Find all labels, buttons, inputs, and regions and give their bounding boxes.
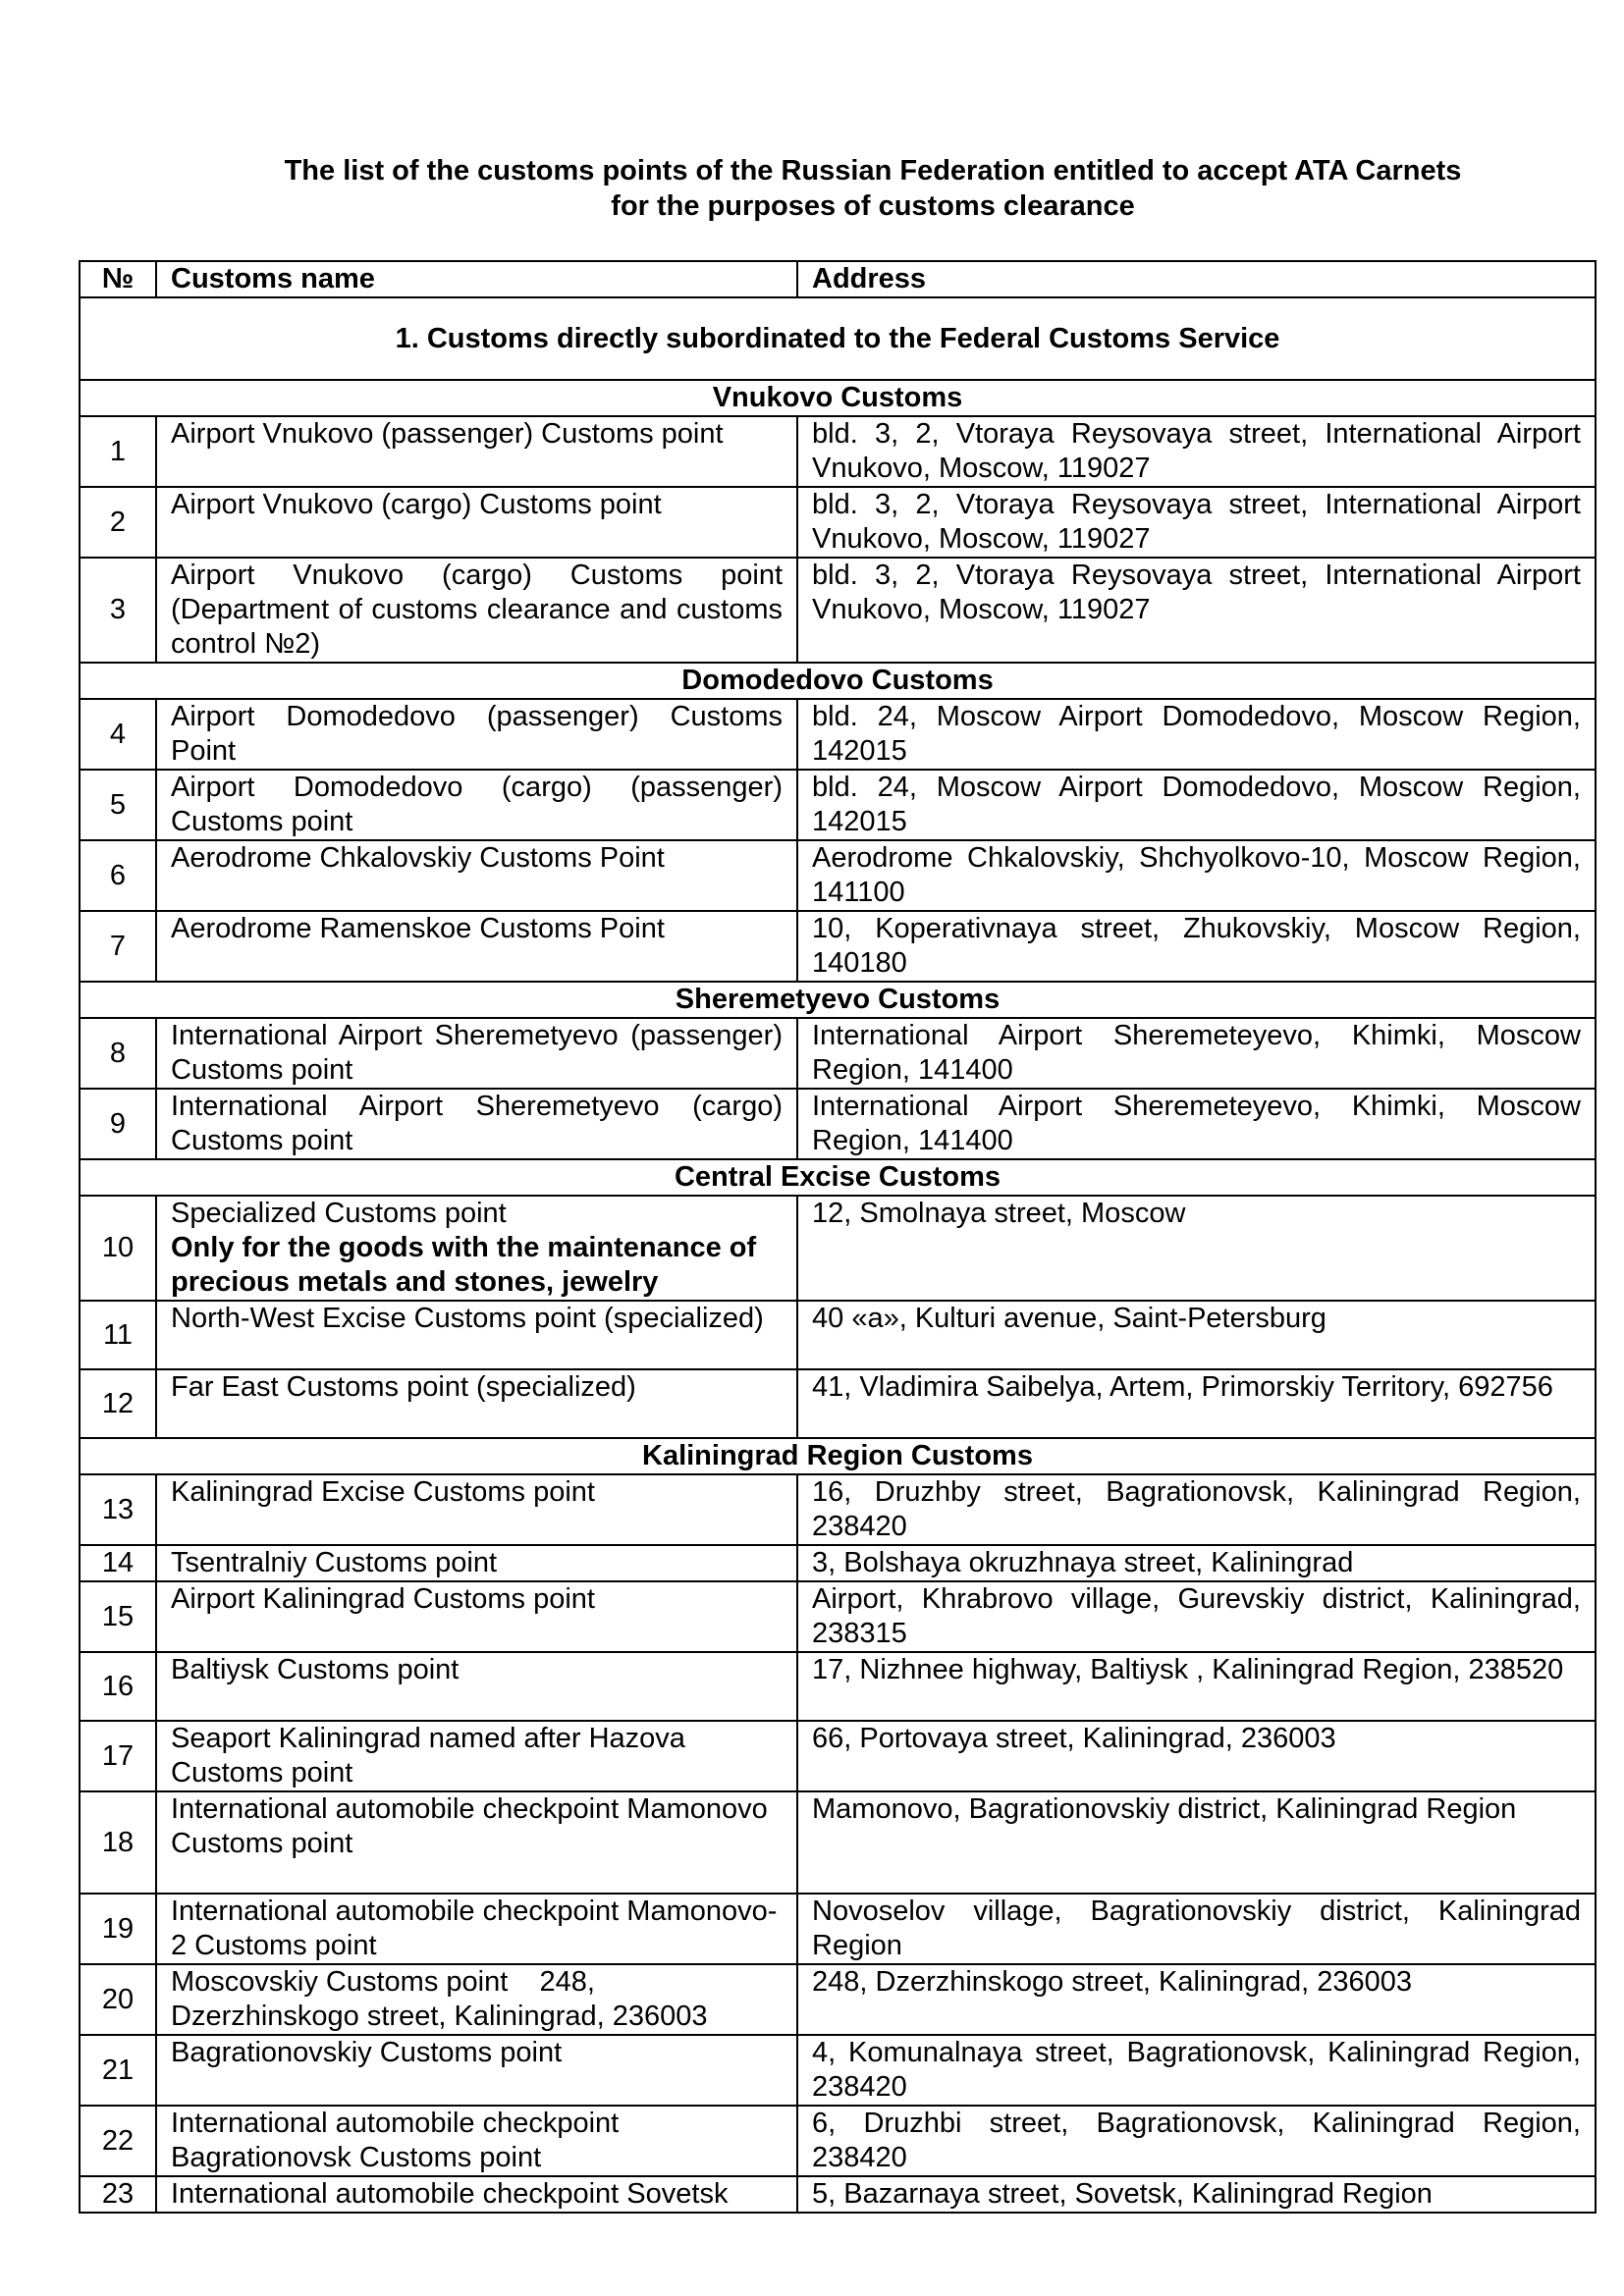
group-row	[80, 1159, 1596, 1196]
row-customs-name: Airport Domodedovo (cargo) (passenger) Customs point	[156, 770, 797, 840]
row-address: 41, Vladimira Saibelya, Artem, Primorskiy Territory, 692756	[797, 1369, 1596, 1438]
table-row	[80, 1964, 1596, 2035]
row-customs-name: Tsentralniy Customs point	[156, 1545, 797, 1581]
row-customs-name: Seaport Kaliningrad named after Hazova Customs point	[156, 1721, 797, 1791]
row-number: 1	[80, 416, 156, 487]
row-address: 6, Druzhbi street, Bagrationovsk, Kaliningrad Region, 238420	[797, 2106, 1596, 2176]
row-address: 17, Nizhnee highway, Baltiysk , Kaliningrad Region, 238520	[797, 1652, 1596, 1721]
row-number: 16	[80, 1652, 156, 1721]
row-number: 22	[80, 2106, 156, 2176]
group-row	[80, 380, 1596, 416]
row-customs-name: Aerodrome Ramenskoe Customs Point	[156, 911, 797, 982]
row-customs-name: Baltiysk Customs point	[156, 1652, 797, 1721]
row-customs-name: Airport Vnukovo (cargo) Customs point	[156, 487, 797, 558]
row-customs-name: International automobile checkpoint Mamonovo-2 Customs point	[156, 1894, 797, 1964]
section-title: 1. Customs directly subordinated to the Federal Customs Service	[80, 297, 1596, 380]
row-customs-name: Airport Vnukovo (passenger) Customs point	[156, 416, 797, 487]
row-number: 3	[80, 558, 156, 663]
row-address: 12, Smolnaya street, Moscow	[797, 1196, 1596, 1301]
row-number: 8	[80, 1018, 156, 1089]
row-address: Mamonovo, Bagrationovskiy district, Kaliningrad Region	[797, 1791, 1596, 1894]
row-customs-name: Moscovskiy Customs point 248, Dzerzhinskogo street, Kaliningrad, 236003	[156, 1964, 797, 2035]
row-number: 23	[80, 2176, 156, 2213]
group-title: Sheremetyevo Customs	[80, 982, 1596, 1018]
row-customs-name: Airport Vnukovo (cargo) Customs point (Department of customs clearance and customs control №2)	[156, 558, 797, 663]
row-address: 248, Dzerzhinskogo street, Kaliningrad, 236003	[797, 1964, 1596, 2035]
row-address: 66, Portovaya street, Kaliningrad, 236003	[797, 1721, 1596, 1791]
table-row	[80, 1089, 1596, 1159]
row-number: 7	[80, 911, 156, 982]
row-address: bld. 3, 2, Vtoraya Reysovaya street, International Airport Vnukovo, Moscow, 119027	[797, 487, 1596, 558]
table-row	[80, 416, 1596, 487]
table-row	[80, 2176, 1596, 2213]
header-row	[80, 261, 1596, 297]
table-row	[80, 1721, 1596, 1791]
row-address: 16, Druzhby street, Bagrationovsk, Kaliningrad Region, 238420	[797, 1474, 1596, 1545]
group-title: Vnukovo Customs	[80, 380, 1596, 416]
header-number: №	[80, 261, 156, 297]
row-customs-note: Only for the goods with the maintenance of precious metals and stones, jewelry	[171, 1232, 757, 1298]
row-address: 3, Bolshaya okruzhnaya street, Kaliningrad	[797, 1545, 1596, 1581]
table-row	[80, 1474, 1596, 1545]
table-row	[80, 840, 1596, 911]
table-row	[80, 770, 1596, 840]
row-number: 12	[80, 1369, 156, 1438]
group-row	[80, 1438, 1596, 1474]
table-row	[80, 1018, 1596, 1089]
row-customs-name: North-West Excise Customs point (specialized)	[156, 1301, 797, 1369]
table-row	[80, 487, 1596, 558]
row-address: International Airport Sheremeteyevo, Khimki, Moscow Region, 141400	[797, 1089, 1596, 1159]
row-address: International Airport Sheremeteyevo, Khimki, Moscow Region, 141400	[797, 1018, 1596, 1089]
table-row	[80, 1369, 1596, 1438]
row-customs-name-text: Specialized Customs point	[171, 1198, 507, 1229]
table-row	[80, 1196, 1596, 1301]
row-number: 10	[80, 1196, 156, 1301]
section-row	[80, 297, 1596, 380]
group-row	[80, 982, 1596, 1018]
table-row	[80, 1652, 1596, 1721]
table-row	[80, 558, 1596, 663]
row-number: 21	[80, 2035, 156, 2106]
row-customs-name: International automobile checkpoint Sovetsk	[156, 2176, 797, 2213]
table-row	[80, 911, 1596, 982]
customs-points-table	[79, 260, 1597, 2214]
row-address: 5, Bazarnaya street, Sovetsk, Kaliningrad Region	[797, 2176, 1596, 2213]
header-customs-name: Customs name	[156, 261, 797, 297]
title-line-2: for the purposes of customs clearance	[611, 190, 1135, 222]
group-title: Kaliningrad Region Customs	[80, 1438, 1596, 1474]
document-title	[0, 153, 1624, 224]
table-row	[80, 1545, 1596, 1581]
row-customs-name: International Airport Sheremetyevo (passenger) Customs point	[156, 1018, 797, 1089]
row-number: 19	[80, 1894, 156, 1964]
row-number: 18	[80, 1791, 156, 1894]
table-row	[80, 2035, 1596, 2106]
title-line-1: The list of the customs points of the Russian Federation entitled to accept ATA Carnets	[284, 155, 1462, 187]
row-number: 15	[80, 1581, 156, 1652]
row-customs-name: Aerodrome Chkalovskiy Customs Point	[156, 840, 797, 911]
row-address: bld. 3, 2, Vtoraya Reysovaya street, International Airport Vnukovo, Moscow, 119027	[797, 558, 1596, 663]
row-address: 10, Koperativnaya street, Zhukovskiy, Moscow Region, 140180	[797, 911, 1596, 982]
row-number: 6	[80, 840, 156, 911]
row-address: bld. 24, Moscow Airport Domodedovo, Moscow Region, 142015	[797, 770, 1596, 840]
row-address: Airport, Khrabrovo village, Gurevskiy district, Kaliningrad, 238315	[797, 1581, 1596, 1652]
group-title: Domodedovo Customs	[80, 663, 1596, 699]
row-customs-name: International Airport Sheremetyevo (cargo) Customs point	[156, 1089, 797, 1159]
row-number: 4	[80, 699, 156, 770]
row-customs-name: International automobile checkpoint Mamonovo Customs point	[156, 1791, 797, 1894]
table-row	[80, 1894, 1596, 1964]
row-customs-name	[156, 1196, 797, 1301]
table-row	[80, 2106, 1596, 2176]
table-row	[80, 699, 1596, 770]
row-customs-name: Bagrationovskiy Customs point	[156, 2035, 797, 2106]
row-address: Novoselov village, Bagrationovskiy district, Kaliningrad Region	[797, 1894, 1596, 1964]
row-address: 4, Komunalnaya street, Bagrationovsk, Kaliningrad Region, 238420	[797, 2035, 1596, 2106]
table-row	[80, 1791, 1596, 1894]
table-row	[80, 1581, 1596, 1652]
row-number: 17	[80, 1721, 156, 1791]
row-customs-name: Airport Kaliningrad Customs point	[156, 1581, 797, 1652]
row-address: bld. 24, Moscow Airport Domodedovo, Moscow Region, 142015	[797, 699, 1596, 770]
row-customs-name: Far East Customs point (specialized)	[156, 1369, 797, 1438]
row-customs-name: Airport Domodedovo (passenger) Customs Point	[156, 699, 797, 770]
row-customs-name: Kaliningrad Excise Customs point	[156, 1474, 797, 1545]
row-number: 2	[80, 487, 156, 558]
row-number: 5	[80, 770, 156, 840]
row-address: 40 «a», Kulturi avenue, Saint-Petersburg	[797, 1301, 1596, 1369]
row-number: 14	[80, 1545, 156, 1581]
row-customs-name: International automobile checkpoint Bagrationovsk Customs point	[156, 2106, 797, 2176]
group-row	[80, 663, 1596, 699]
row-address: Aerodrome Chkalovskiy, Shchyolkovo-10, Moscow Region, 141100	[797, 840, 1596, 911]
header-address: Address	[797, 261, 1596, 297]
row-number: 11	[80, 1301, 156, 1369]
group-title: Central Excise Customs	[80, 1159, 1596, 1196]
row-address: bld. 3, 2, Vtoraya Reysovaya street, International Airport Vnukovo, Moscow, 119027	[797, 416, 1596, 487]
row-number: 20	[80, 1964, 156, 2035]
row-number: 13	[80, 1474, 156, 1545]
row-number: 9	[80, 1089, 156, 1159]
table-row	[80, 1301, 1596, 1369]
